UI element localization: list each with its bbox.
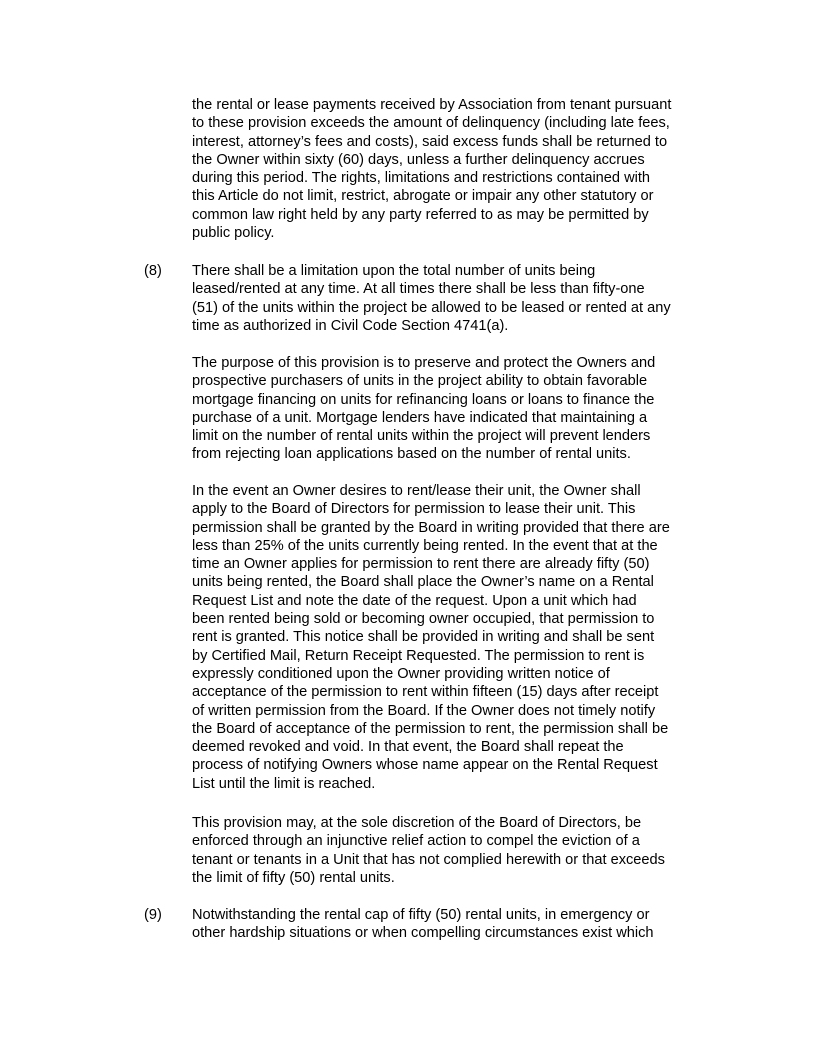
text-line: leased/rented at any time. At all times there shall be less than fifty-one	[192, 281, 645, 298]
text-line: to these provision exceeds the amount of delinquency (including late fees,	[192, 115, 670, 132]
text-line: permission shall be granted by the Board in writing provided that there are	[192, 519, 670, 536]
paragraph-enforcement	[192, 814, 732, 887]
text-line: purchase of a unit. Mortgage lenders have indicated that maintaining a	[192, 409, 648, 426]
text-line: mortgage financing on units for refinancing loans or loans to finance the	[192, 391, 655, 408]
paragraph-purpose	[192, 354, 732, 464]
paragraph-item-9	[192, 906, 732, 943]
text-line: less than 25% of the units currently being rented. In the event that at the	[192, 537, 658, 554]
text-line: from rejecting loan applications based on the number of rental units.	[192, 446, 631, 463]
text-line: time an Owner applies for permission to rent there are already fifty (50)	[192, 556, 650, 573]
text-line: The purpose of this provision is to preserve and protect the Owners and	[192, 355, 656, 371]
text-line: rent is granted. This notice shall be provided in writing and shall be sent	[192, 629, 655, 646]
text-line: of written permission from the Board. If the Owner does not timely notify	[192, 702, 656, 719]
text-line: Notwithstanding the rental cap of fifty (50) rental units, in emergency or	[192, 907, 650, 923]
text-line: expressly conditioned upon the Owner providing written notice of	[192, 665, 610, 682]
text-line: (51) of the units within the project be allowed to be leased or rented at any	[192, 299, 671, 316]
text-line: the Owner within sixty (60) days, unless a further delinquency accrues	[192, 151, 645, 168]
text-line: This provision may, at the sole discretion of the Board of Directors, be	[192, 815, 642, 831]
text-line: the Board of acceptance of the permission to rent, the permission shall be	[192, 720, 669, 737]
text-line: apply to the Board of Directors for permission to lease their unit. This	[192, 501, 636, 518]
text-line: been rented being sold or becoming owner occupied, that permission to	[192, 611, 655, 628]
text-line: common law right held by any party referred to as may be permitted by	[192, 206, 649, 223]
paragraph-item-8	[192, 262, 732, 335]
text-line: public policy.	[192, 225, 275, 242]
text-line: other hardship situations or when compelling circumstances exist which	[192, 925, 654, 942]
text-line: time as authorized in Civil Code Section 4741(a).	[192, 317, 509, 334]
text-line: units being rented, the Board shall place the Owner’s name on a Rental	[192, 574, 654, 591]
text-line: tenant or tenants in a Unit that has not complied herewith or that exceeds	[192, 851, 665, 868]
text-line: during this period. The rights, limitations and restrictions contained with	[192, 170, 651, 187]
text-line: acceptance of the permission to rent within fifteen (15) days after receipt	[192, 684, 659, 701]
text-line: Request List and note the date of the request. Upon a unit which had	[192, 592, 637, 609]
paragraph-permission-procedure	[192, 482, 732, 793]
text-line: In the event an Owner desires to rent/lease their unit, the Owner shall	[192, 483, 641, 499]
paragraph-continuation	[192, 96, 732, 242]
text-line: enforced through an injunctive relief action to compel the eviction of a	[192, 833, 640, 850]
item-number-8: (8)	[144, 263, 162, 279]
text-line: limit on the number of rental units within the project will prevent lenders	[192, 428, 651, 445]
text-line: process of notifying Owners whose name appear on the Rental Request	[192, 757, 658, 774]
text-line: deemed revoked and void. In that event, the Board shall repeat the	[192, 739, 624, 756]
text-line: this Article do not limit, restrict, abrogate or impair any other statutory or	[192, 188, 654, 205]
text-line: by Certified Mail, Return Receipt Requested. The permission to rent is	[192, 647, 645, 664]
text-line: the rental or lease payments received by Association from tenant pursuant	[192, 97, 672, 113]
text-line: prospective purchasers of units in the project ability to obtain favorable	[192, 373, 648, 390]
text-line: the limit of fifty (50) rental units.	[192, 869, 395, 886]
item-number-9: (9)	[144, 907, 162, 923]
text-line: interest, attorney’s fees and costs), said excess funds shall be returned to	[192, 133, 668, 150]
text-line: List until the limit is reached.	[192, 775, 376, 792]
text-line: There shall be a limitation upon the total number of units being	[192, 263, 596, 279]
